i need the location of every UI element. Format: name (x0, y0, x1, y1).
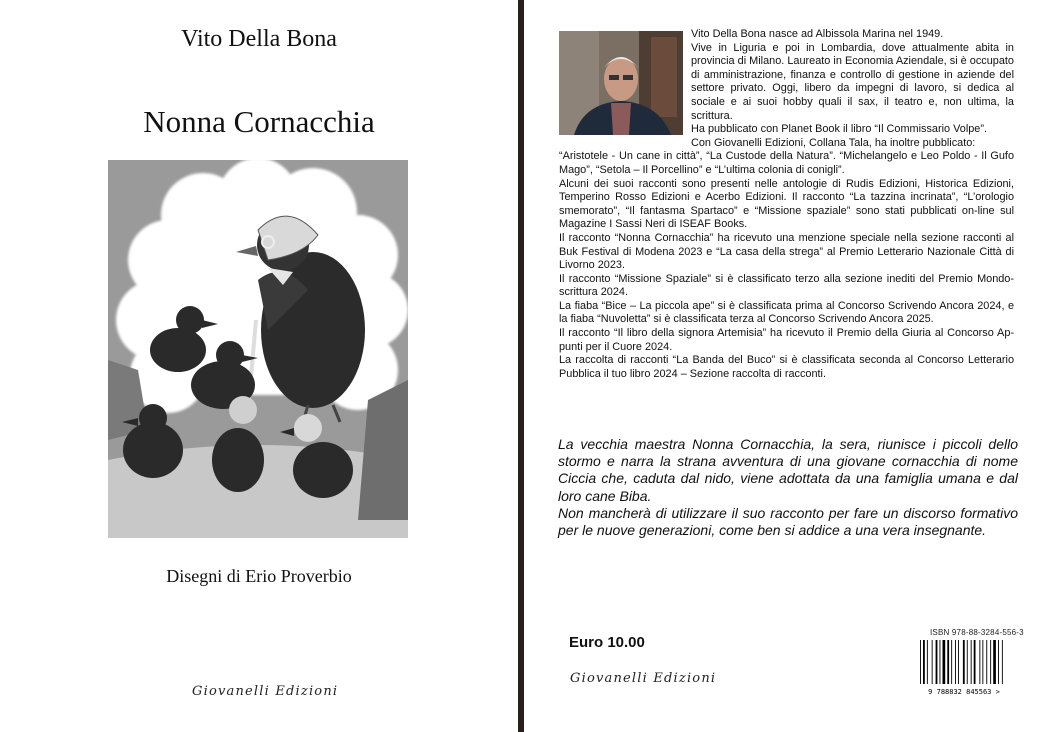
barcode-bar (943, 640, 946, 684)
book-title: Nonna Cornacchia (143, 104, 375, 139)
barcode-bar (963, 640, 965, 684)
price: Euro 10.00 (569, 634, 645, 651)
barcode-bar (932, 640, 933, 684)
bio-paragraph: La fiaba “Bice – La piccola ape” si è classificata prima al Concorso Scrivendo Ancora 2024, e la fiaba “Nuvoletta” si è classificata terza al Concorso Scrivendo Ancora 2025. (559, 299, 1014, 326)
bio-intro-3: Ha pubblicato con Planet Book il libro “Il Commissario Volpe”. (691, 123, 987, 136)
bio-paragraph: Alcuni dei suoi racconti sono presenti nelle antologie di Rudis Edizioni, Historica Edizioni, Temperino Rosso Edizioni e Acerbo Edizioni. Il racconto “La tazzina incrinata”, “L’orologio smemorato”, “Il fantasma Spartaco” e “Missione spaziale” sono stati pubblicati on-line sul Magazine I Sassi Neri di ISEAF Books. (559, 177, 1014, 231)
isbn-barcode (916, 638, 1012, 696)
barcode-bar (967, 640, 968, 684)
bio-paragraph: “Aristotele - Un cane in città”, “La Custode della Natura”. “Michelangelo e Leo Poldo - Il Gufo Mago”, “Setola – Il Porcellino” e “L’ultima colonia di conigli”. (559, 150, 1014, 176)
isbn-label: ISBN 978-88-3284-556-3 (930, 628, 1024, 637)
blurb-paragraph: La vecchia maestra Nonna Cornacchia, la sera, riunisce i piccoli dello stormo e narra la strana avventura di una giovane cornacchia di nome Ciccia che, caduta dal nido, viene adottata da una famiglia umana e dal loro cane Biba. (558, 436, 1018, 504)
barcode-bar (958, 640, 959, 684)
barcode-bar (974, 640, 976, 684)
blurb-paragraph: Non mancherà di utilizzare il suo racconto per fare un discorso formativo per le nuove generazioni, come ben si addice a una vera insegnante. (558, 504, 1018, 539)
book-blurb (558, 436, 1018, 539)
publisher-name-back: Giovanelli Edizioni (570, 671, 717, 686)
barcode-bar (982, 640, 983, 684)
bio-intro-2: Vive in Liguria e poi in Lombardia, dove attualmente abita in provincia di Milano. Laureato in Economia Aziendale, si è occupato di amministrazione, finanza e controllo di gestione in aziende del settore privato. Oggi, libero da impegni di lavoro, si dedica al sociale e ai suoi hobby quali il sax, il teatro e, non ultima, la scrittura. (691, 41, 1014, 122)
barcode-bar (971, 640, 972, 684)
bio-paragraph: Il racconto “Il libro della signora Artemisia” ha ricevuto il Premio della Giuria al Concorso Ap-punti per il Cuore 2024. (559, 327, 1014, 353)
publisher-name-front: Giovanelli Edizioni (192, 684, 339, 699)
illustrator-credit: Disegni di Erio Proverbio (166, 566, 352, 586)
author-name: Vito Della Bona (181, 26, 337, 52)
barcode-bar (955, 640, 956, 684)
bio-paragraph: La raccolta di racconti “La Banda del Buco” si è classificata seconda al Concorso Letterario Pubblica il tuo libro 2024 – Sezione raccolta di racconti. (559, 354, 1014, 380)
barcode-bar (979, 640, 980, 684)
bio-intro-1: Vito Della Bona nasce ad Albissola Marina nel 1949. (691, 28, 944, 40)
bio-paragraph: Il racconto “Missione Spaziale” si è classificato terzo alla sezione inediti del Premio Mondo-scrittura 2024. (559, 272, 1014, 299)
barcode-bar (923, 640, 925, 684)
barcode-bar (993, 640, 996, 684)
barcode-bar (998, 640, 999, 684)
barcode-digits: 9 788832 845563 > (928, 688, 1000, 696)
barcode-bar (990, 640, 991, 684)
barcode-bar (927, 640, 928, 684)
barcode-bar (951, 640, 952, 684)
front-cover (0, 0, 518, 732)
barcode-bar (940, 640, 941, 684)
barcode-bar (920, 640, 921, 684)
back-cover (524, 0, 1042, 732)
author-biography (559, 28, 1014, 381)
bio-paragraph: Il racconto “Nonna Cornacchia” ha ricevuto una menzione speciale nella sezione racconti al Buk Festival di Modena 2023 e “La casa della strega” al Premio Letterario Nazionale Città di Livorno 2023. (559, 231, 1014, 272)
cover-illustration (108, 160, 408, 538)
barcode-bar (1002, 640, 1003, 684)
barcode-bar (936, 640, 938, 684)
bio-intro-4: Con Giovanelli Edizioni, Collana Tala, ha inoltre pubblicato: (691, 136, 976, 149)
barcode-bar (947, 640, 949, 684)
barcode-bar (986, 640, 987, 684)
